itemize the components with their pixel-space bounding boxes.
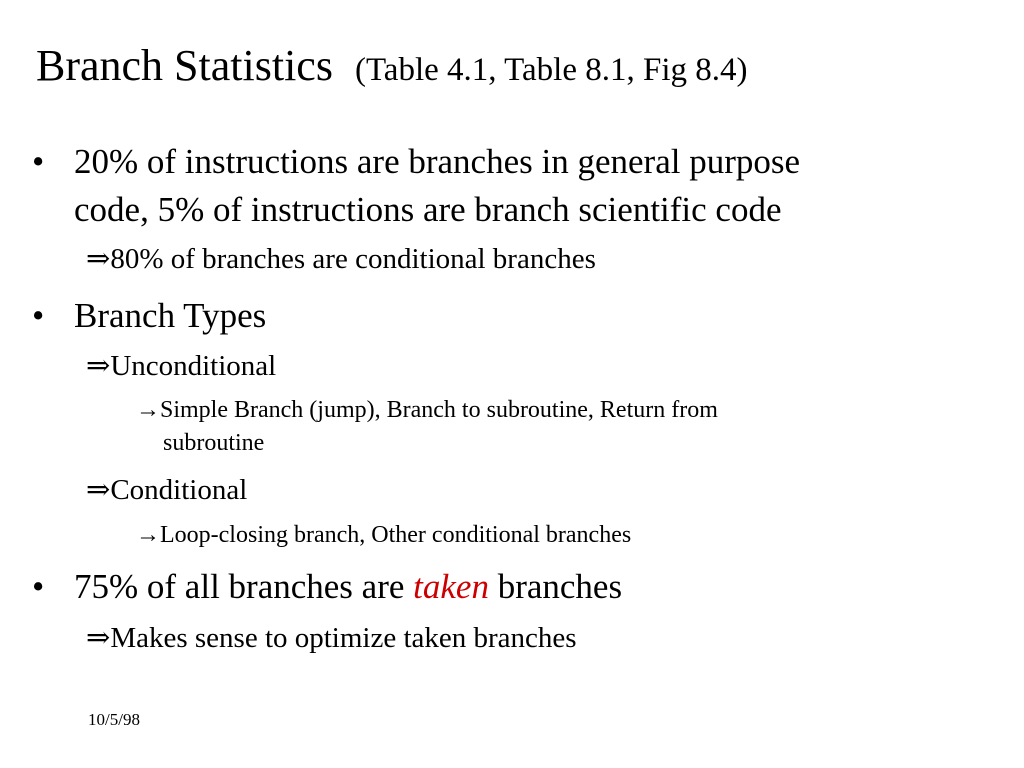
slide-title [36, 41, 748, 90]
bullet-text-before: 75% of all branches are [74, 567, 414, 606]
bullet-text: Branch Types [74, 296, 267, 335]
title-references: (Table 4.1, Table 8.1, Fig 8.4) [354, 52, 748, 88]
bullet-dot-icon: • [32, 142, 45, 181]
sub-sub-bullet-text: Loop-closing branch, Other conditional branches [160, 522, 632, 548]
sub-sub-bullet-text-line-2: subroutine [163, 430, 265, 456]
bullet-text-line-2: code, 5% of instructions are branch scientific code [74, 190, 782, 229]
arrow-right-icon: → [136, 397, 160, 423]
bullet-text-after: branches [488, 567, 623, 606]
sub-bullet-optimize [86, 620, 577, 656]
emphasis-taken: taken [413, 567, 489, 606]
sub-sub-bullet-conditional-kinds [136, 518, 631, 552]
sub-bullet-text: Conditional [110, 474, 248, 506]
sub-bullet-conditional [86, 472, 247, 508]
bullet-text-line-1: 20% of instructions are branches in general purpose [74, 142, 801, 181]
bullet-dot-icon: • [32, 296, 45, 335]
double-arrow-icon: ⇒ [86, 622, 111, 654]
double-arrow-icon: ⇒ [86, 474, 111, 506]
double-arrow-icon: ⇒ [86, 350, 111, 382]
sub-bullet-unconditional [86, 348, 276, 384]
double-arrow-icon: ⇒ [86, 243, 111, 275]
bullet-taken-branches [32, 563, 623, 611]
sub-sub-bullet-text-line-1: Simple Branch (jump), Branch to subroutine, Return from [160, 397, 718, 423]
sub-sub-bullet-unconditional-kinds [136, 393, 718, 460]
sub-bullet-conditional-share [86, 241, 596, 277]
arrow-right-icon: → [136, 522, 160, 548]
sub-bullet-text: Makes sense to optimize taken branches [110, 622, 577, 654]
bullet-instructions-branches [32, 138, 801, 234]
bullet-dot-icon: • [32, 567, 45, 606]
sub-bullet-text: 80% of branches are conditional branches [110, 243, 596, 275]
title-main: Branch Statistics [36, 41, 333, 90]
slide-date: 10/5/98 [88, 710, 140, 729]
bullet-branch-types [32, 292, 267, 340]
sub-bullet-text: Unconditional [110, 350, 277, 382]
